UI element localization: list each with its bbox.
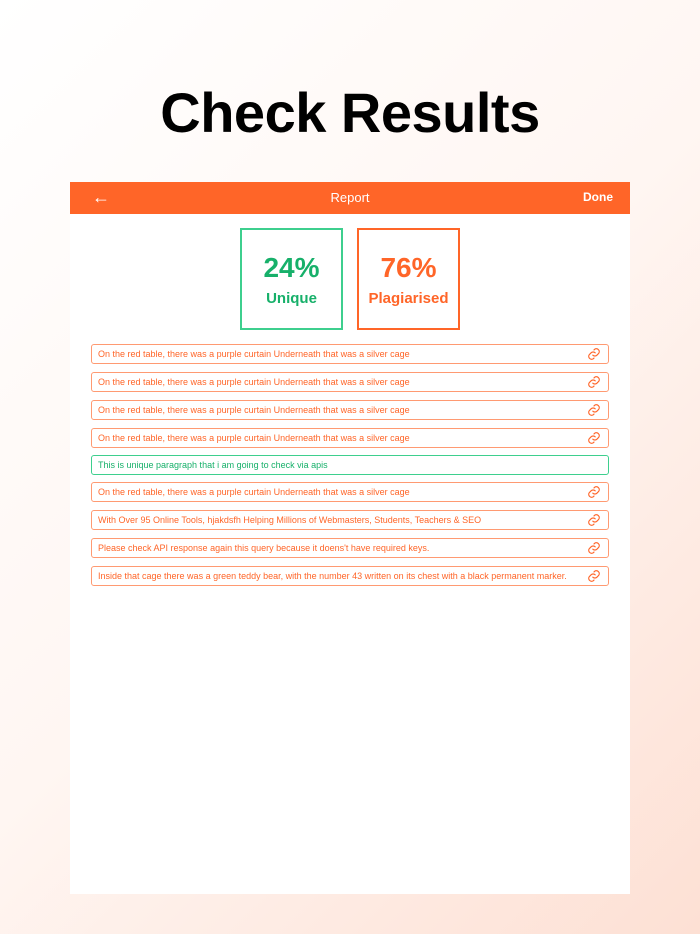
stats <box>240 228 460 330</box>
link-icon[interactable] <box>587 541 601 555</box>
result-text: On the red table, there was a purple curtain Underneath that was a silver cage <box>98 487 410 497</box>
result-row[interactable] <box>91 482 609 502</box>
result-text: With Over 95 Online Tools, hjakdsfh Helping Millions of Webmasters, Students, Teachers & SEO <box>98 515 482 525</box>
result-row[interactable] <box>91 344 609 364</box>
link-icon[interactable] <box>587 431 601 445</box>
result-text: On the red table, there was a purple curtain Underneath that was a silver cage <box>98 433 410 443</box>
result-row[interactable] <box>91 400 609 420</box>
result-text: This is unique paragraph that i am going to check via apis <box>98 460 328 470</box>
link-icon[interactable] <box>587 485 601 499</box>
result-text: On the red table, there was a purple curtain Underneath that was a silver cage <box>98 377 410 387</box>
unique-stat <box>240 228 343 330</box>
link-icon[interactable] <box>587 513 601 527</box>
result-row[interactable] <box>91 372 609 392</box>
link-icon[interactable] <box>587 375 601 389</box>
unique-label: Unique <box>266 289 317 307</box>
header-title: Report <box>330 190 370 205</box>
result-text: On the red table, there was a purple curtain Underneath that was a silver cage <box>98 405 410 415</box>
arrow-left-icon[interactable]: ← <box>92 187 110 207</box>
page-title: Check Results <box>160 81 540 144</box>
plagiarised-percent: 76% <box>380 251 437 283</box>
result-row[interactable] <box>91 510 609 530</box>
report-header <box>70 182 630 214</box>
result-row[interactable] <box>91 566 609 586</box>
done-button[interactable]: Done <box>583 190 613 204</box>
result-row[interactable] <box>91 428 609 448</box>
link-icon[interactable] <box>587 569 601 583</box>
result-row[interactable] <box>91 538 609 558</box>
link-icon[interactable] <box>587 347 601 361</box>
plagiarised-label: Plagiarised <box>368 289 449 307</box>
unique-percent: 24% <box>263 251 320 283</box>
results-list <box>91 344 609 594</box>
plagiarised-stat <box>357 228 460 330</box>
result-text: Inside that cage there was a green teddy bear, with the number 43 written on its chest with a black permanent marker. <box>98 571 567 581</box>
report-card <box>70 182 630 894</box>
result-text: On the red table, there was a purple curtain Underneath that was a silver cage <box>98 349 410 359</box>
link-icon[interactable] <box>587 403 601 417</box>
result-text: Please check API response again this query because it doens't have required keys. <box>98 543 430 553</box>
result-row[interactable] <box>91 455 609 475</box>
